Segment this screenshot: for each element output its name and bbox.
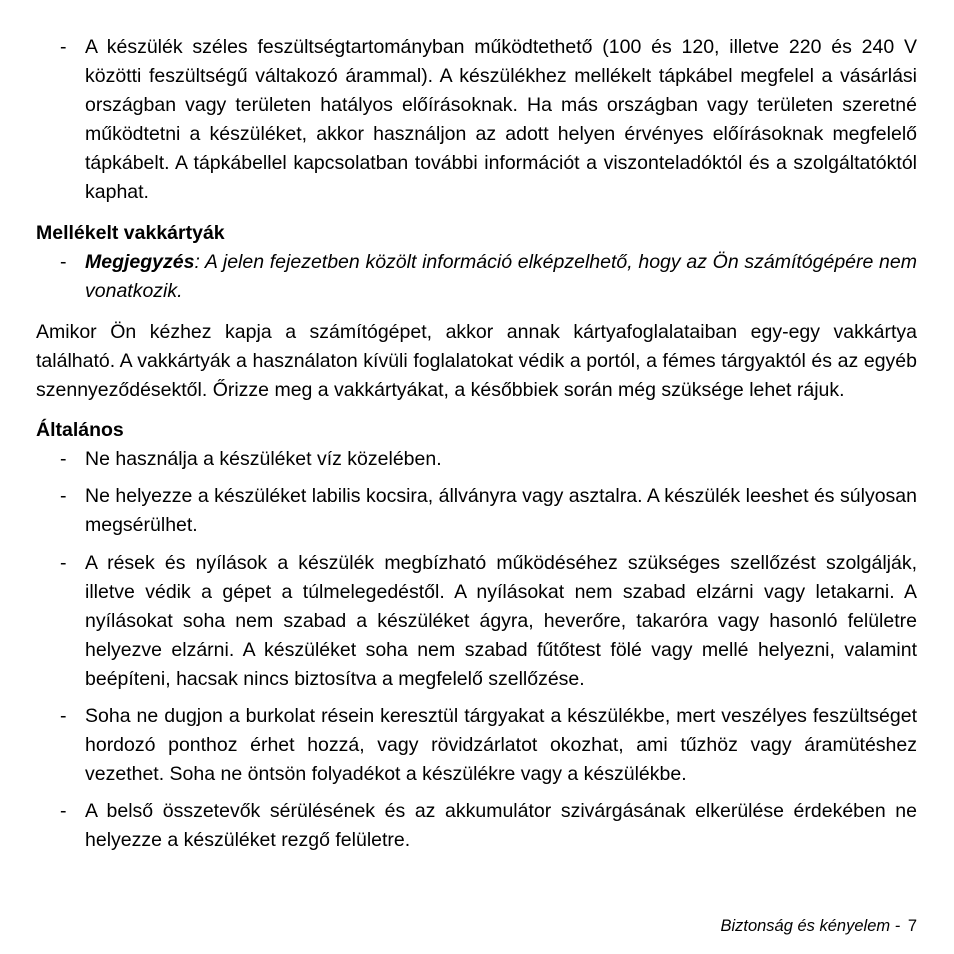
list-item-vibration: [36, 797, 917, 855]
note-label: Megjegyzés: [85, 250, 195, 273]
list-item-objects-liquids: [36, 702, 917, 789]
list-item-text: Ne helyezze a készüléket labilis kocsira, állványra vagy asztalra. A készülék leeshet és súlyosan megsérülhet.: [85, 485, 917, 537]
list-item-text: Soha ne dugjon a burkolat résein keresztül tárgyakat a készülékbe, mert veszélyes feszültséget hordozó ponthoz érhet hozzá, vagy rövidzárlatot okozhat, ami tűzhöz vagy áramütéshez vezethet. Soha ne öntsön folyadékot a készülékre vagy a készülékbe.: [85, 704, 917, 786]
list-item-ventilation: [36, 549, 917, 694]
list-item-text: Ne használja a készüléket víz közelében.: [85, 448, 442, 471]
bullet-marker: -: [60, 250, 67, 273]
section-heading-dummy-cards: Mellékelt vakkártyák: [36, 221, 225, 244]
footer-page-number: 7: [907, 917, 917, 935]
list-item-text: A készülék széles feszültségtartományban működtethető (100 és 120, illetve 220 és 240 V közötti feszültségű váltakozó árammal). A készülékhez mellékelt tápkábel megfelel a vásárlási országban vagy területen hatályos előírásoknak. Ha más országban vagy területen szeretné működtetni a készüléket, akkor használjon az adott helyen érvényes előírásoknak megfelelő tápkábelt. A tápkábellel kapcsolatban további információt a viszonteladóktól és a szolgáltatóktól kaphat.: [85, 36, 917, 204]
footer-chapter-title: Biztonság és kényelem: [720, 917, 891, 935]
section-heading-general: Általános: [36, 419, 124, 442]
list-item-power-voltage: [36, 33, 917, 208]
paragraph-dummy-cards: Amikor Ön kézhez kapja a számítógépet, akkor annak kártyafoglalataiban egy-egy vakkártya található. A vakkártyák a használaton kívüli foglalatokat védik a portól, a fémes tárgyaktól és az egyéb szennyeződésektől. Őrizze meg a vakkártyákat, a későbbiek során még szüksége lehet rájuk.: [36, 320, 917, 402]
bullet-marker: -: [60, 485, 67, 508]
list-item-note: [36, 248, 917, 306]
bullet-marker: -: [60, 448, 67, 471]
bullet-marker: -: [60, 36, 67, 58]
note-text: A jelen fejezetben közölt információ elképzelhető, hogy az Ön számítógépére nem vonatkozik.: [85, 250, 917, 302]
list-item-water: [36, 445, 917, 474]
list-item-text: A belső összetevők sérülésének és az akkumulátor szivárgásának elkerülése érdekében ne helyezze a készüléket rezgő felületre.: [85, 800, 917, 852]
list-item-unstable-surface: [36, 482, 917, 540]
page-content: [36, 33, 917, 855]
bullet-marker: -: [60, 800, 67, 823]
footer-separator: -: [890, 917, 905, 935]
page-footer: [720, 915, 917, 937]
list-item-text: A rések és nyílások a készülék megbízható működéséhez szükséges szellőzést szolgálják, illetve védik a gépet a túlmelegedéstől. A nyílásokat nem szabad elzárni vagy letakarni. A nyílásokat soha nem szabad a készüléket ágyra, heverőre, takaróra vagy hasonló felületre helyezve elzárni. A készüléket soha nem szabad fűtőtest fölé vagy mellé helyezni, valamint beépíteni, hacsak nincs biztosítva a megfelelő szellőzése.: [85, 551, 917, 690]
note-separator: :: [194, 250, 205, 273]
bullet-marker: -: [60, 704, 67, 727]
bullet-marker: -: [60, 551, 67, 574]
